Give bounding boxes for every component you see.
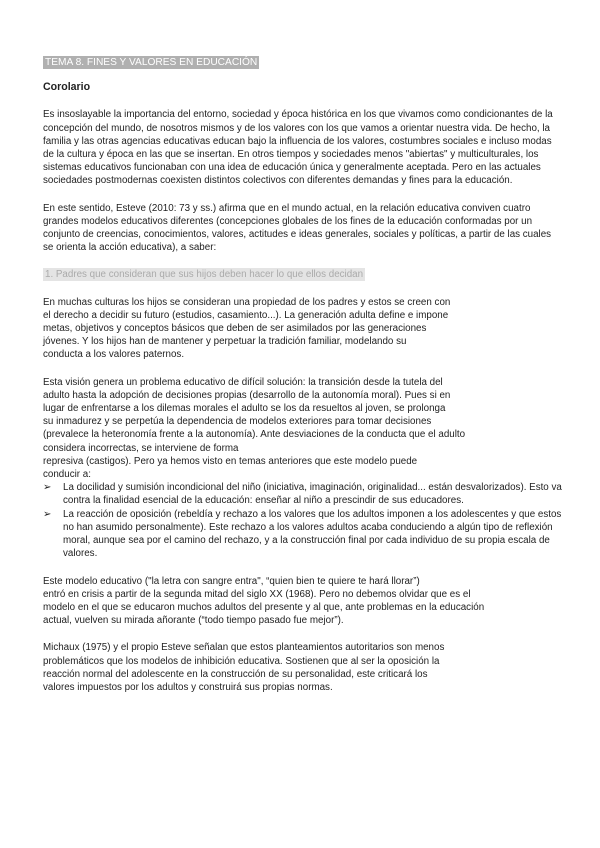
text-line: actual, vuelven su mirada añorante (“todo tiempo pasado fue mejor”). <box>43 615 344 627</box>
text-line: valores impuestos por los adultos y construirá sus propias normas. <box>43 681 333 693</box>
text-line: adulto hasta la adopción de decisiones propias (desarrollo de la autonomía moral). Pues si en <box>43 389 451 401</box>
list-item <box>43 508 563 561</box>
text-line: metas, objetivos y conceptos básicos que deben de ser asimilados por las generaciones <box>43 323 427 335</box>
section-heading: Corolario <box>43 81 91 94</box>
arrow-bullet-icon: ➢ <box>43 508 52 520</box>
title-wrap <box>43 56 563 69</box>
text-line: En muchas culturas los hijos se consideran una propiedad de los padres y estos se creen con <box>43 296 451 308</box>
list-item <box>43 481 563 507</box>
list-item-text: La reacción de oposición (rebeldía y rechazo a los valores que los adultos imponen a los adolescentes y que estos no han asumido personalmente). Este rechazo a los valores adultos acaba conduciendo a algún tipo de reflexión moral, aunque sea por el camino del rechazo, y a la construcción final por cada individuo de su propia escala de valores. <box>63 508 562 560</box>
text-line: (prevalece la heteronomía frente a la autonomía). Ante desviaciones de la conducta que el adulto <box>43 429 466 441</box>
subheading-wrap <box>43 268 563 281</box>
text-line: Esta visión genera un problema educativo de difícil solución: la transición desde la tutela del <box>43 376 443 388</box>
paragraph-michaux <box>43 641 563 694</box>
text-line: Michaux (1975) y el propio Esteve señalan que estos planteamientos autoritarios son menos <box>43 642 445 654</box>
text-line: su inmadurez y se perpetúa la dependencia de modelos exteriores para tomar decisiones <box>43 416 432 428</box>
paragraph-intro: Es insoslayable la importancia del entorno, sociedad y época histórica en los que vivamos como condicionantes de la concepción del mundo, de nosotros mismos y de los valores con los que vamos a orientar nuestra vida. De hecho, la familia y las otras agencias educativas educan bajo la influencia de los valores, costumbres sociales e incluso modas de la cultura y época en las que se insertan. En otros tiempos y sociedades menos "abiertas" y multiculturales, los sistemas educativos funcionaban con una idea de educación única y generalmente aceptada. Pero en las actuales sociedades postmodernas coexisten distintos colectivos con diferentes demandas y fines para la educación. <box>43 109 553 187</box>
text-line: conducta a los valores paternos. <box>43 349 185 361</box>
model-subheading: 1. Padres que consideran que sus hijos deben hacer lo que ellos decidan <box>45 269 364 281</box>
text-line: problemáticos que los modelos de inhibición educativa. Sostienen que al ser la oposición la <box>43 655 440 667</box>
text-line: jóvenes. Y los hijos han de mantener y perpetuar la tradición familiar, modelando su <box>43 336 407 348</box>
text-line: modelo en el que se educaron muchos adultos del presente y al que, ante problemas en la educación <box>43 601 485 613</box>
text-line: considera incorrectas, se interviene de forma <box>43 442 239 454</box>
text-line: lugar de enfrentarse a los dilemas morales el adulto se los da resueltos al joven, se prolonga <box>43 403 446 415</box>
text-line: entró en crisis a partir de la segunda mitad del siglo XX (1968). Pero no debemos olvidar que es el <box>43 588 471 600</box>
paragraph-problem <box>43 376 563 482</box>
text-line: represiva (castigos). Pero ya hemos visto en temas anteriores que este modelo puede <box>43 455 418 467</box>
paragraph-crisis <box>43 575 563 628</box>
arrow-bullet-icon: ➢ <box>43 482 52 494</box>
consequences-list <box>43 481 563 560</box>
paragraph-models: En este sentido, Esteve (2010: 73 y ss.) afirma que en el mundo actual, en la relación educativa conviven cuatro grandes modelos educativos diferentes (concepciones globales de los fines de la educación conformadas por un conjunto de creencias, conocimientos, valores, actitudes e ideas generales, sociales y políticas, a partir de las cuales se orienta la acción educativa), a saber: <box>43 202 552 254</box>
paragraph-cultures <box>43 296 563 362</box>
text-line: conducir a: <box>43 469 91 481</box>
text-line: reacción normal del adolescente en la construcción de su personalidad, este criticará los <box>43 668 428 680</box>
list-item-text: La docilidad y sumisión incondicional del niño (iniciativa, imaginación, originalidad... están desvalorizados). Esto va contra la finalidad esencial de la educación: enseñar al niño a prescindir de sus educadores. <box>63 482 562 507</box>
document-title: TEMA 8. FINES Y VALORES EN EDUCACIÓN <box>45 57 258 68</box>
document-page <box>43 56 563 694</box>
text-line: Este modelo educativo ("la letra con sangre entra", “quien bien te quiere te hará llorar”) <box>43 575 420 587</box>
text-line: el derecho a decidir su futuro (estudios, casamiento...). La generación adulta define e impone <box>43 309 449 321</box>
